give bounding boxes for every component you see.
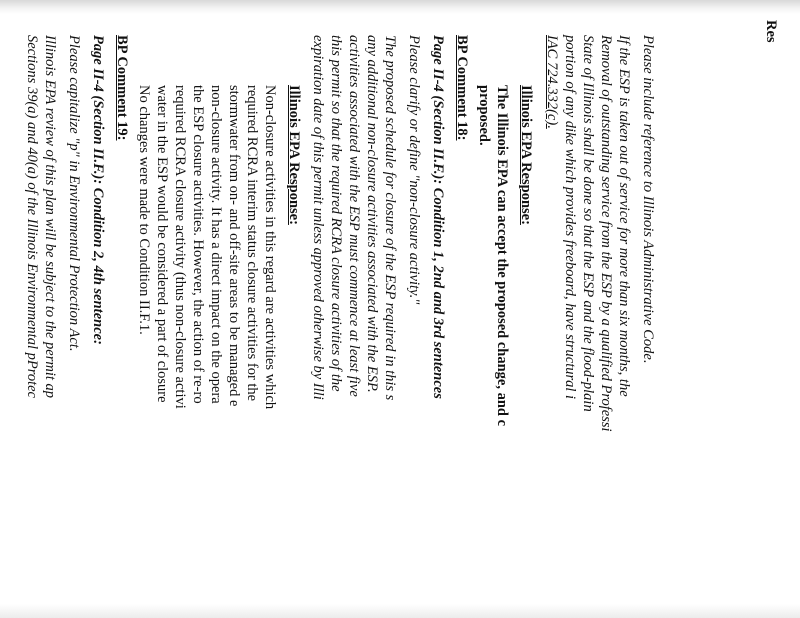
comment-19-request: Please capitalize "p" in Environmental Protection Act. [66, 35, 82, 352]
response-2-line-7: water in the ESP would be considered a part of closure [154, 85, 170, 403]
comment-19-line-1: Illinois EPA review of this plan will be subject to the permit ap [42, 35, 58, 399]
para2-line-4: portion of any dike which provides freeboard, have structural i [562, 35, 578, 400]
response-2-line-3: stormwater from on- and off-site areas to be managed e [226, 85, 242, 407]
comment-18-page-ref: Page II-4 (Section II.F.): Condition 1, 2nd and 3rd sentences [430, 35, 446, 399]
comment-18-line-2: any additional non-closure activities associated with the ESP. [364, 35, 380, 393]
response-2-line-8: No changes were made to Condition II.F.1. [136, 85, 152, 335]
comment-18-line-3: activities associated with the ESP must commence at least five [346, 35, 362, 397]
comment-18-heading: BP Comment 18: [454, 35, 470, 141]
comment-18-line-4: this permit so that the required RCRA closure activities of the [328, 35, 344, 392]
comment-19-line-2: Sections 39(a) and 40(a) of the Illinois Environmental pProtec [24, 35, 40, 398]
para2-line-2: Removal of outstanding service from the ESP by a qualified Professi [598, 35, 614, 432]
response-2-line-4: non-closure activity. It has a direct impact on the opera [208, 85, 224, 404]
response-2-line-2: required RCRA interim status closure activities for the [244, 85, 260, 402]
reference-request-text: Please include reference to Illinois Administrative Code. [640, 35, 656, 364]
para2-line-5: IAC 724.332(c). [544, 35, 560, 129]
comment-18-line-5: expiration date of this permit unless approved otherwise by Illi [310, 35, 326, 400]
response-2-line-1: Non-closure activities in this regard are activities which [262, 85, 278, 410]
response-1-heading: Illinois EPA Response: [518, 85, 534, 225]
para2-line-1: If the ESP is taken out of service for more than six months, the [616, 35, 632, 397]
header-fragment: Res [763, 20, 779, 43]
response-1-line-2: proposed. [476, 85, 492, 146]
response-1-line-1: The Illinois EPA can accept the proposed change, and c [494, 85, 510, 427]
comment-18-request: Please clarify or define "non-closure activity." [406, 35, 422, 305]
response-2-heading: Illinois EPA Response: [286, 85, 302, 225]
comment-19-page-ref: Page II-4 (Section II.F.): Condition 2, 4th sentence: [90, 35, 106, 345]
response-2-line-6: required RCRA closure activity (thus non-closure activi [172, 85, 188, 409]
comment-18-line-1: The proposed schedule for closure of the ESP required in this s [382, 35, 398, 401]
comment-19-heading: BP Comment 19: [114, 35, 130, 141]
response-2-line-5: the ESP closure activities. However, the action of re-ro [190, 85, 206, 404]
para2-line-3: State of Illinois shall be done so that the ESP and the flood-plain [580, 35, 596, 412]
